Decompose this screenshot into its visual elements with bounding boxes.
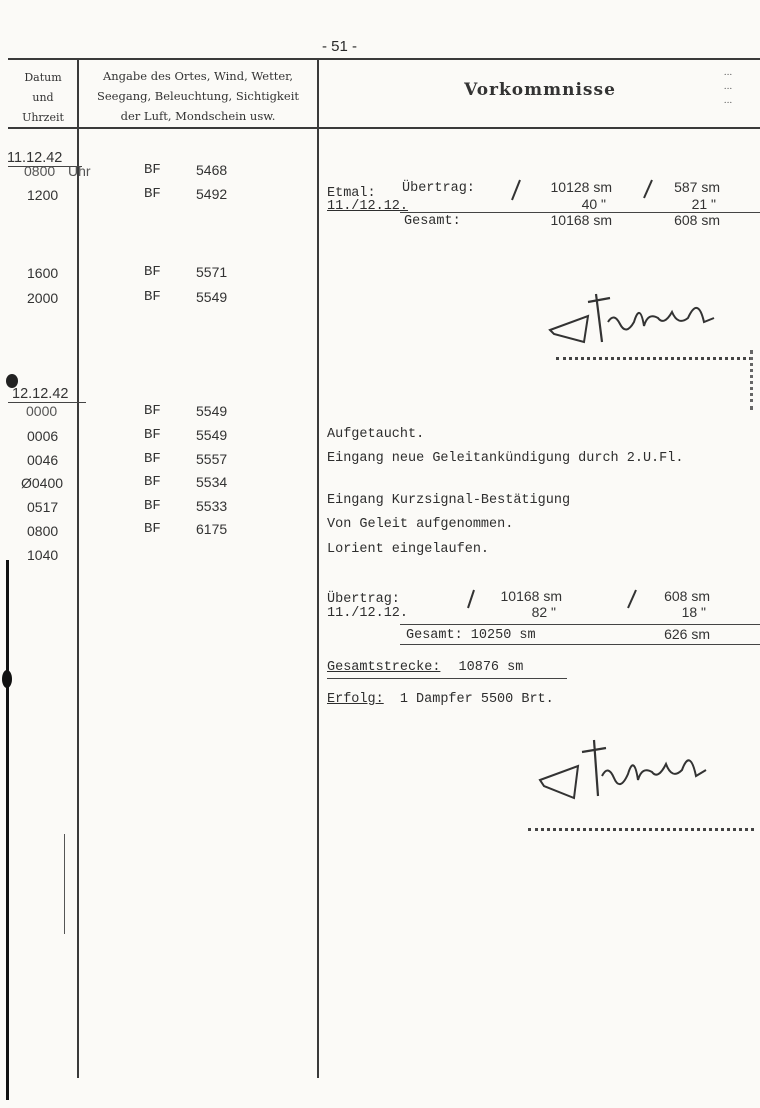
header-col2-line3: der Luft, Mondschein usw.: [120, 109, 276, 123]
etmal-total-sm: 10168 sm: [550, 212, 612, 228]
ink-spot-left: [2, 670, 12, 688]
etmal-total-sm2: 608 sm: [674, 212, 720, 228]
etmal-day-sm: 40 ": [581, 196, 606, 212]
etmal-day-sm2: 21 ": [691, 196, 716, 212]
etmal-uebertrag-sm: 10128 sm: [550, 179, 612, 195]
header-col2-line1: Angabe des Ortes, Wind, Wetter,: [102, 69, 294, 83]
gesamtstrecke-row: [327, 660, 523, 675]
day2-row2-event: Eingang neue Geleitankündigung durch 2.U.Fl.: [327, 451, 684, 466]
etmal-date-label: 11./12.12.: [327, 199, 409, 214]
day2-row4-event: Eingang Kurzsignal-Bestätigung: [327, 493, 571, 508]
day2-row0-grid: BF: [144, 403, 161, 419]
header-corner-line1: ...: [723, 68, 733, 78]
day2-row2-grid: BF: [144, 451, 161, 467]
summary-uebertrag-label: Übertrag:: [327, 592, 400, 607]
header-col1-line2: und: [32, 91, 54, 104]
day2-row4-time: 0517: [27, 499, 59, 515]
day1-row1-time: 1200: [27, 187, 59, 203]
tick-marks-etmal: [490, 176, 690, 216]
day1-row2-square: 5571: [196, 264, 228, 280]
day1-row1-square: 5492: [196, 186, 228, 202]
day1-row1-grid: BF: [144, 186, 161, 202]
header-events-column: Vorkommnisse: [464, 80, 616, 100]
day2-row6-event: Lorient eingelaufen.: [327, 542, 490, 557]
day1-row0-suffix: Uhr: [68, 163, 91, 179]
signature-line-2: [528, 828, 754, 831]
day2-row1-time: 0006: [27, 428, 59, 444]
etmal-label: Etmal:: [327, 186, 376, 201]
day1-row3-grid: BF: [144, 289, 161, 305]
day1-row2-time: 1600: [27, 265, 59, 281]
erfolg-label: Erfolg:: [327, 692, 384, 707]
gesamtstrecke-value: 10876 sm: [458, 660, 524, 675]
day2-row1-grid: BF: [144, 427, 161, 443]
day2-row1-event: Aufgetaucht.: [327, 427, 425, 442]
left-margin-line: [6, 560, 9, 1100]
day1-row2-grid: BF: [144, 264, 161, 280]
tick-marks-summary: [460, 588, 660, 618]
summary-uebertrag-sm: 10168 sm: [500, 588, 562, 604]
day2-row2-time: 0046: [27, 452, 59, 468]
day2-row3-time: Ø0400: [21, 475, 64, 491]
header-bottom-rule: [8, 127, 760, 129]
header-col2-line2: Seegang, Beleuchtung, Sichtigkeit: [96, 89, 300, 103]
etmal-uebertrag-label: Übertrag:: [402, 181, 475, 196]
signature-line-1: [556, 357, 752, 360]
day2-row0-time: 0000: [26, 403, 58, 419]
summary-day-sm: 82 ": [531, 604, 556, 620]
header-corner-line2: ...: [723, 82, 733, 92]
header-top-rule: [8, 58, 760, 60]
header-date-column: [10, 68, 76, 128]
day1-row0-square: 5468: [196, 162, 228, 178]
header-corner-line3: ...: [723, 96, 733, 106]
summary-gesamt-sm2: 626 sm: [664, 626, 710, 642]
commander-signature-1: [548, 282, 728, 352]
summary-day-sm2: 18 ": [681, 604, 706, 620]
day1-row0-grid: BF: [144, 162, 161, 178]
day1-row0-time: 0800: [24, 163, 56, 179]
day2-row4-square: 5533: [196, 498, 228, 514]
day2-row5-time: 0800: [27, 523, 59, 539]
day2-row5-square: 6175: [196, 521, 228, 537]
day1-date: 11.12.42: [7, 150, 63, 166]
erfolg-row: [327, 692, 554, 707]
day2-row1-square: 5549: [196, 427, 228, 443]
day2-row5-event: Von Geleit aufgenommen.: [327, 517, 514, 532]
gesamtstrecke-label: Gesamtstrecke:: [327, 660, 441, 675]
summary-sum-rule-bottom: [400, 644, 760, 645]
erfolg-value: 1 Dampfer 5500 Brt.: [399, 692, 554, 707]
day2-row5-grid: BF: [144, 521, 161, 537]
day2-row3-square: 5534: [196, 474, 228, 490]
gesamtstrecke-underline: [327, 678, 567, 679]
header-corner-notes: [696, 66, 760, 108]
page-number: - 51 -: [322, 38, 358, 55]
column-divider-2: [317, 58, 319, 1078]
commander-signature-2: [538, 736, 718, 806]
etmal-uebertrag-sm2: 587 sm: [674, 179, 720, 195]
right-edge-dots: [750, 350, 753, 410]
header-position-column: [80, 66, 316, 126]
day2-row3-grid: BF: [144, 474, 161, 490]
summary-gesamt-line: Gesamt: 10250 sm: [406, 628, 536, 643]
summary-sum-rule-top: [400, 624, 760, 625]
day2-row2-square: 5557: [196, 451, 228, 467]
header-col1-line1: Datum: [24, 71, 62, 84]
header-col1-line3: Uhrzeit: [22, 111, 64, 124]
column-divider-1: [77, 58, 79, 1078]
vertical-stroke-mark: [64, 834, 65, 934]
day2-row4-grid: BF: [144, 498, 161, 514]
summary-date-label: 11./12.12.: [327, 606, 409, 621]
day2-row0-square: 5549: [196, 403, 228, 419]
day2-date: 12.12.42: [12, 386, 69, 402]
etmal-sum-label: Gesamt:: [404, 214, 461, 229]
summary-uebertrag-sm2: 608 sm: [664, 588, 710, 604]
day1-row3-time: 2000: [27, 290, 59, 306]
day1-row3-square: 5549: [196, 289, 228, 305]
day2-row6-time: 1040: [27, 547, 59, 563]
